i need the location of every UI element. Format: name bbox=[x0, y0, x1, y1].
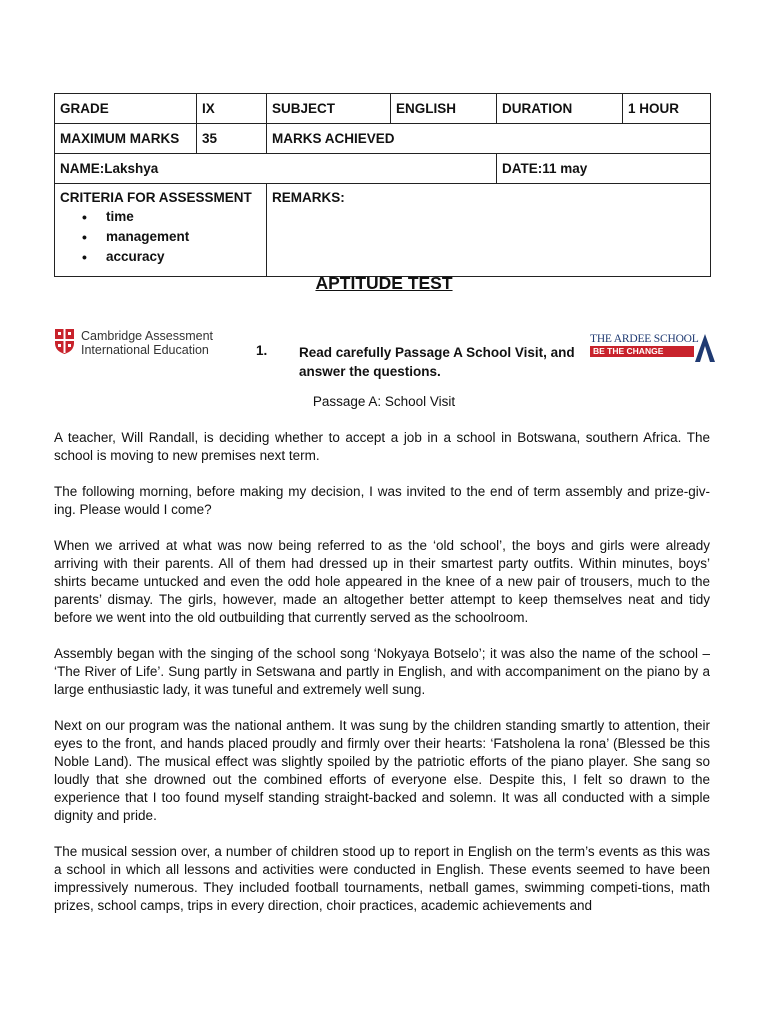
passage-paragraph: The following morning, before making my decision, I was invited to the end of term assembly and prize-giv-ing. Please would I come? bbox=[54, 484, 710, 517]
subject-label: SUBJECT bbox=[267, 94, 391, 124]
criteria-item: • time bbox=[106, 207, 261, 227]
ardee-school-name: THE ARDEE SCHOOL bbox=[590, 333, 699, 345]
passage-paragraph: Next on our program was the national anthem. It was sung by the children standing smartly to attention, their eyes to the front, and hands placed proudly and firmly over their hearts: ‘Fatsholena la rona’ (Blessed be this Noble Land). The musical effect was slightly spoiled by the patriotic efforts of the piano player. She sang so loudly that she drowned out the combined efforts of everyone else. Despite this, I felt so drawn to the experience that I too found myself standing straight-backed and solemn. It was all conducted with a simple dignity and pride. bbox=[54, 718, 710, 823]
ardee-school-logo bbox=[590, 333, 718, 365]
cambridge-shield-icon bbox=[54, 328, 75, 355]
marks-achieved-label: MARKS ACHIEVED bbox=[267, 124, 711, 154]
passage-body bbox=[54, 429, 710, 933]
subject-value: ENGLISH bbox=[391, 94, 497, 124]
test-date: DATE:11 may bbox=[497, 154, 711, 184]
criteria-cell bbox=[55, 184, 267, 277]
question-text: Read carefully Passage A School Visit, and answer the questions. bbox=[299, 345, 575, 379]
header-row-criteria bbox=[55, 184, 711, 277]
question-number: 1. bbox=[256, 343, 268, 358]
ardee-a-logo-icon bbox=[694, 333, 716, 363]
max-marks-value: 35 bbox=[197, 124, 267, 154]
passage-paragraph: A teacher, Will Randall, is deciding whether to accept a job in a school in Botswana, southern Africa. The school is moving to new premises next term. bbox=[54, 430, 710, 463]
grade-label: GRADE bbox=[55, 94, 197, 124]
duration-value: 1 HOUR bbox=[623, 94, 711, 124]
header-row-name bbox=[55, 154, 711, 184]
passage-paragraph: When we arrived at what was now being referred to as the ‘old school’, the boys and girls were already arriving with their parents. All of them had dressed up in their smartest party outfits. Within minutes, boys’ shirts became untucked and even the odd hole appeared in the knee of a new pair of trousers, much to the parents’ dismay. The girls, however, made an altogether better attempt to keep themselves neat and tidy before we went into the old outbuilding that currently served as the schoolroom. bbox=[54, 538, 710, 625]
cambridge-logo-line2: International Education bbox=[81, 343, 209, 357]
remarks-label: REMARKS: bbox=[267, 184, 711, 277]
passage-title: Passage A: School Visit bbox=[312, 394, 456, 409]
header-row-grade bbox=[55, 94, 711, 124]
cambridge-logo-line1: Cambridge Assessment bbox=[81, 329, 214, 343]
criteria-list bbox=[60, 207, 261, 267]
grade-value: IX bbox=[197, 94, 267, 124]
ardee-school-tagline: BE THE CHANGE bbox=[590, 346, 694, 357]
criteria-label: CRITERIA FOR ASSESSMENT bbox=[60, 190, 252, 205]
criteria-item: • management bbox=[106, 227, 261, 247]
page-title: APTITUDE TEST bbox=[315, 273, 453, 293]
assessment-header-table bbox=[54, 93, 711, 277]
passage-paragraph: The musical session over, a number of children stood up to report in English on the term’s events as this was a school in which all lessons and activities were conducted in English. These events seemed to have been impressively numerous. They included football tournaments, netball games, swimming competi-tions, math prizes, school camps, trips in every direction, choir practices, academic achievements and bbox=[54, 844, 710, 913]
criteria-item: • accuracy bbox=[106, 247, 261, 267]
cambridge-logo bbox=[54, 328, 234, 358]
max-marks-label: MAXIMUM MARKS bbox=[55, 124, 197, 154]
student-name: NAME:Lakshya bbox=[55, 154, 497, 184]
duration-label: DURATION bbox=[497, 94, 623, 124]
header-row-marks bbox=[55, 124, 711, 154]
passage-paragraph: Assembly began with the singing of the school song ‘Nokyaya Botselo’; it was also the name of the school – ‘The River of Life’. Sung partly in Setswana and partly in English, and with accompaniment on the piano by a large enthusiastic lady, it was tuneful and extremely well sung. bbox=[54, 646, 710, 697]
